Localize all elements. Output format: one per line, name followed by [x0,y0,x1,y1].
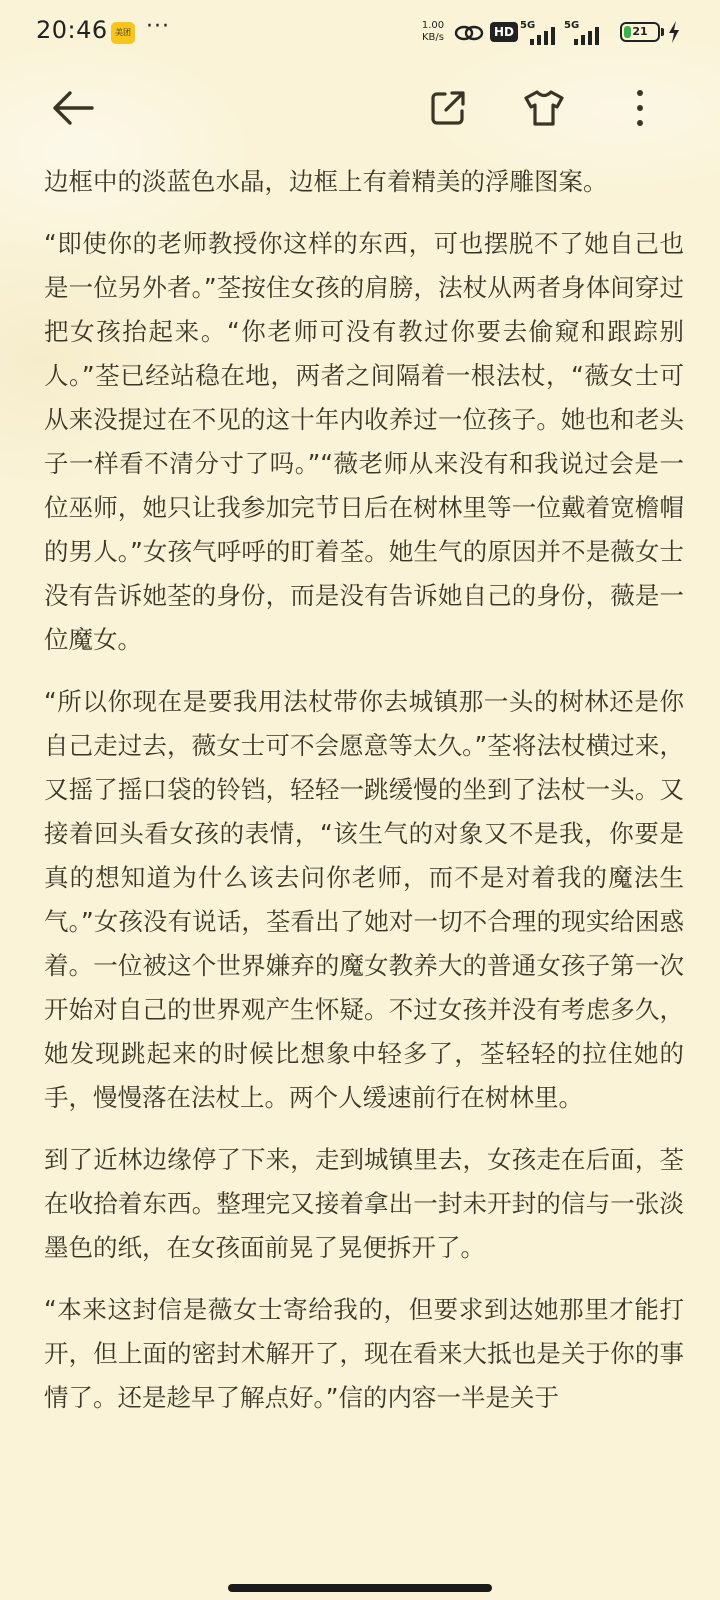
network-speed [418,20,448,44]
more-options-button[interactable] [612,80,668,136]
hotspot-link-icon [454,22,484,44]
charging-bolt-icon [666,20,682,44]
network-speed-unit: KB/s [422,32,444,43]
reader-toolbar [0,66,720,166]
share-button[interactable] [420,80,476,136]
battery-icon [620,22,660,42]
meituan-app-icon: 美团 [111,22,135,44]
battery-cap [661,28,664,36]
hd-voice-icon: HD [490,22,518,42]
paragraph: 到了近林边缘停了下来，走到城镇里去，女孩走在后面，荃在收拾着东西。整理完又接着拿出一封未开封的信与一张淡墨色的纸，在女孩面前晃了晃便拆开了。 [44,1145,684,1262]
arrow-left-icon [50,88,96,128]
more-vertical-icon [634,88,646,128]
theme-button[interactable] [516,80,572,136]
more-notifications-icon: ··· [146,14,170,39]
battery-level: 21 [632,25,648,38]
paragraph: “即使你的老师教授你这样的东西，可也摆脱不了她自己也是一位另外者。”荃按住女孩的肩膀，法杖从两者身体间穿过把女孩抬起来。“你老师可没有教过你要去偷窥和跟踪别人。”荃已经站稳在地，两者之间隔着一根法杖，“薇女士可从来没提过在不见的这十年内收养过一位孩子。她也和老头子一样看不清分寸了吗。”“薇老师从来没有和我说过会是一位巫师，她只让我参加完节日后在树林里等一位戴着宽檐帽的男人。”女孩气呼呼的盯着荃。她生气的原因并不是薇女士没有告诉她荃的身份，而是没有告诉她自己的身份，薇是一位魔女。 [44,229,684,654]
status-bar [0,0,720,66]
share-icon [428,88,468,128]
tshirt-icon [522,88,566,128]
signal-strength-1-icon [520,20,560,46]
status-time: 20:46 [36,16,108,44]
paragraph: “所以你现在是要我用法杖带你去城镇那一头的树林还是你自己走过去，薇女士可不会愿意等太久。”荃将法杖横过来，又摇了摇口袋的铃铛，轻轻一跳缓慢的坐到了法杖一头。又接着回头看女孩的表情，“该生气的对象又不是我，你要是真的想知道为什么该去问你老师，而不是对着我的魔法生气。”女孩没有说话，荃看出了她对一切不合理的现实给困惑着。一位被这个世界嫌弃的魔女教养大的普通女孩子第一次开始对自己的世界观产生怀疑。不过女孩并没有考虑多久，她发现跳起来的时候比想象中轻多了，荃轻轻的拉住她的手，慢慢落在法杖上。两个人缓速前行在树林里。 [44,687,684,1112]
network-type-2: 5G [564,20,580,31]
paragraph: “本来这封信是薇女士寄给我的，但要求到达她那里才能打开，但上面的密封术解开了，现在看来大抵也是关于你的事情了。还是趁早了解点好。”信的内容一半是关于 [44,1295,684,1412]
signal-strength-2-icon [564,20,604,46]
back-button[interactable] [45,80,101,136]
network-speed-value: 1.00 [421,20,445,31]
paragraph: 边框中的淡蓝色水晶，边框上有着精美的浮雕图案。 [44,167,608,196]
network-type-1: 5G [520,20,536,31]
gesture-navigation-bar[interactable] [228,1584,492,1592]
chapter-content [44,160,684,1438]
